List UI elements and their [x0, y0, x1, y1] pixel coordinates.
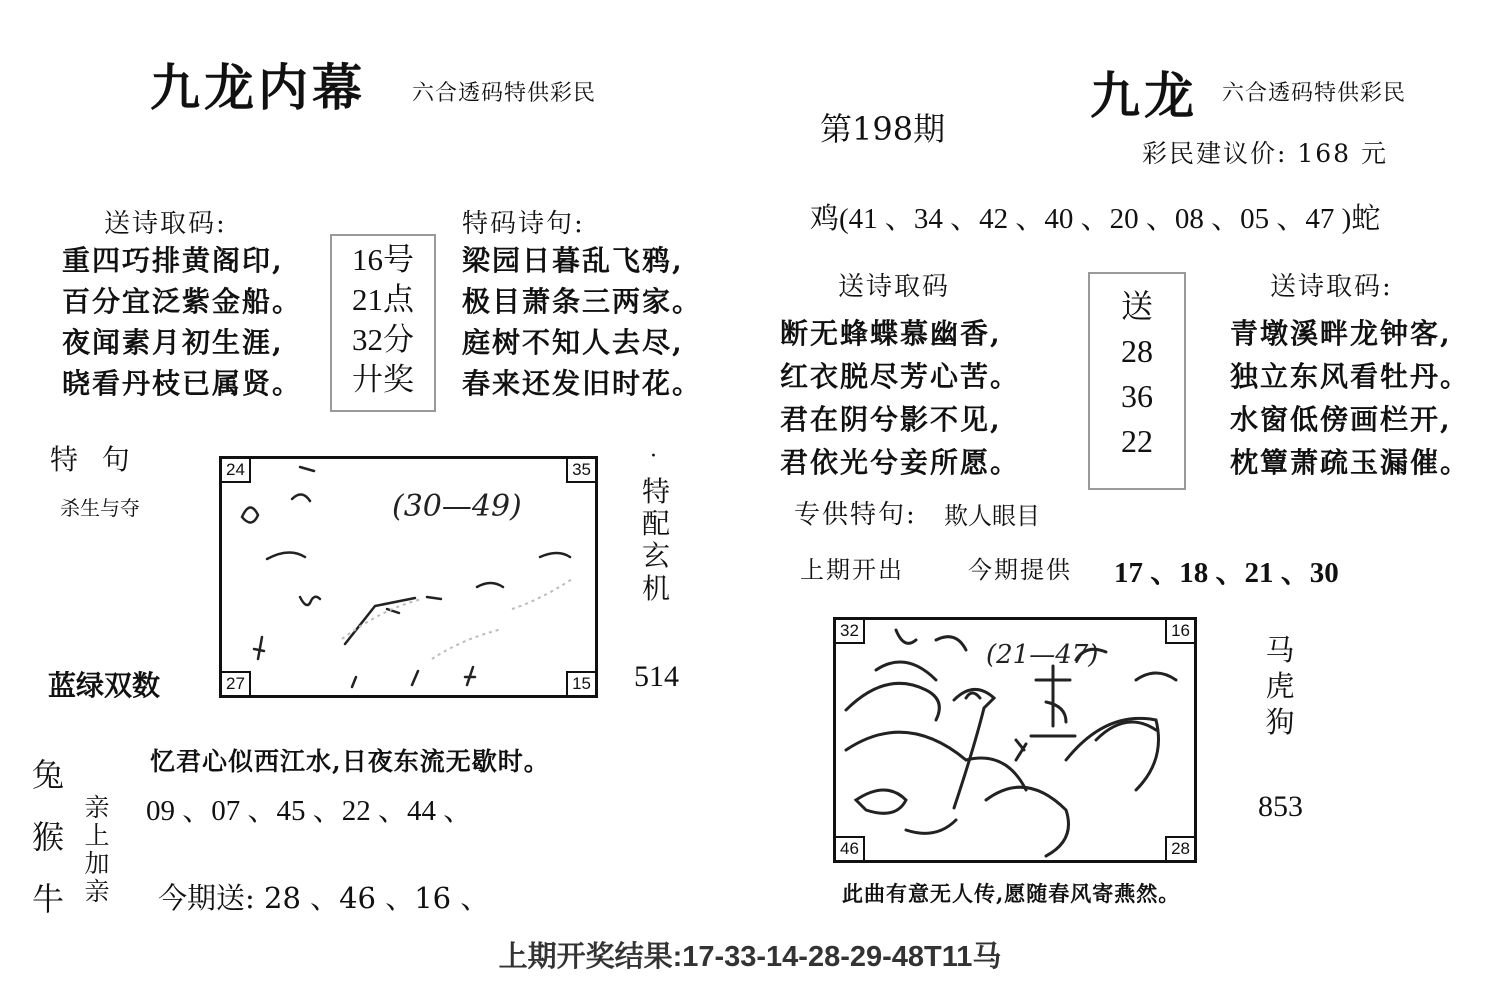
left-subtitle: 六合透码特供彩民	[412, 81, 597, 106]
left-poem-line: 重四巧排黄阁印,	[62, 244, 284, 277]
zodiac-char: 牛	[31, 880, 64, 918]
left-side-vertical	[638, 476, 674, 605]
qin-char: 亲	[84, 793, 110, 822]
tema-poem-heading: 特码诗句:	[462, 209, 585, 239]
right-poem-a-line: 断无蜂蝶慕幽香,	[780, 317, 1002, 350]
left-box-line: 廾奖	[352, 362, 414, 397]
right-side-char: 虎	[1265, 669, 1295, 703]
right-box-line: 22	[1121, 423, 1153, 459]
right-picture-note: (21—47)	[986, 640, 1099, 670]
tema-poem-line: 极目萧条三两家。	[462, 285, 703, 318]
right-corner-top-left: 32	[836, 620, 865, 644]
qin-vertical	[82, 794, 112, 906]
right-side-vertical	[1260, 632, 1300, 740]
left-poem	[62, 240, 302, 404]
right-poem-a	[780, 312, 1020, 484]
right-corner-bottom-right: 28	[1165, 836, 1194, 860]
right-poem-a-line: 君依光兮妾所愿。	[780, 446, 1021, 479]
right-side-char: 狗	[1265, 705, 1295, 739]
right-bottom-poem: 此曲有意无人传,愿随春风寄燕然。	[842, 881, 1181, 906]
zodiac-char: 兔	[31, 756, 64, 794]
provide-numbers: 17 、18 、21 、30	[1114, 557, 1339, 589]
left-side-number: 514	[634, 660, 679, 693]
right-box-line: 28	[1121, 333, 1153, 369]
right-poem-b-line: 独立东风看牡丹。	[1230, 360, 1471, 393]
side-char: 玄	[641, 539, 670, 573]
issue-number: 第198期	[820, 110, 946, 148]
teju-label: 特 句	[50, 443, 132, 476]
right-side-number: 853	[1258, 790, 1303, 823]
right-poem-a-line: 君在阴兮影不见,	[780, 403, 1002, 436]
last-issue-label: 上期开出	[800, 556, 904, 584]
teju-text: 杀生与夺	[60, 496, 140, 520]
right-poem-b-line: 水窗低傍画栏开,	[1230, 403, 1452, 436]
zodiac-numbers-line: 鸡(41 、34 、42 、40 、20 、08 、05 、47 )蛇	[810, 203, 1381, 235]
left-number-box	[330, 234, 436, 412]
left-poem-heading: 送诗取码:	[104, 209, 227, 239]
right-corner-top-right: 16	[1165, 620, 1194, 644]
left-corner-bottom-right: 15	[566, 671, 595, 695]
suggested-price: 彩民建议价: 168 元	[1142, 139, 1389, 168]
left-poem-line: 晓看丹枝已属贤。	[62, 367, 303, 400]
left-bottom-poem: 忆君心似西江水,日夜东流无歇时。	[150, 747, 550, 776]
side-char: 配	[641, 507, 670, 541]
right-subtitle: 六合透码特供彩民	[1222, 81, 1407, 106]
provide-label: 今期提供	[968, 556, 1072, 584]
right-poem-b	[1230, 312, 1470, 484]
tema-poem-line: 春来还发旧时花。	[462, 367, 703, 400]
left-send-line: 今期送: 28 、46 、16 、	[158, 881, 490, 915]
right-corner-bottom-left: 46	[836, 836, 865, 860]
left-box-line: 21点	[352, 282, 414, 317]
left-puzzle-picture	[219, 456, 598, 698]
right-poem-a-line: 红衣脱尽芳心苦。	[780, 360, 1021, 393]
special-label: 专供特句:	[794, 500, 917, 530]
zodiac-char: 猴	[31, 818, 64, 856]
left-corner-top-right: 35	[566, 459, 595, 483]
zodiac-vertical	[28, 744, 68, 930]
left-side-dot: ·	[650, 444, 657, 469]
right-puzzle-picture	[833, 617, 1197, 863]
qin-char: 亲	[84, 877, 110, 906]
special-text: 欺人眼目	[944, 502, 1040, 530]
right-number-box	[1088, 272, 1186, 490]
left-box-line: 16号	[352, 242, 414, 277]
right-title: 九龙	[1090, 66, 1198, 125]
left-poem-line: 夜闻素月初生涯,	[62, 326, 284, 359]
left-poem-line: 百分宜泛紫金船。	[62, 285, 303, 318]
tema-poem-line: 庭树不知人去尽,	[462, 326, 684, 359]
qin-char: 上	[84, 821, 110, 850]
side-char: 机	[641, 571, 670, 605]
side-char: 特	[641, 475, 670, 508]
left-picture-note: (30—49)	[392, 489, 522, 524]
right-side-char: 马	[1265, 633, 1295, 667]
tema-poem-line: 梁园日暮乱飞鸦,	[462, 244, 684, 277]
left-corner-top-left: 24	[222, 459, 251, 483]
color-text: 蓝绿双数	[48, 669, 161, 702]
right-poem-b-line: 青墩溪畔龙钟客,	[1230, 317, 1452, 350]
last-draw-result: 上期开奖结果:17-33-14-28-29-48T11马	[498, 941, 1002, 973]
left-corner-bottom-left: 27	[222, 671, 251, 695]
right-poem-heading-b: 送诗取码:	[1270, 272, 1393, 302]
left-box-line: 32分	[352, 322, 414, 357]
left-title: 九龙内幕	[150, 58, 366, 117]
left-number-line: 09 、07 、45 、22 、44 、	[146, 795, 473, 827]
right-box-line: 36	[1121, 378, 1153, 414]
right-poem-heading-a: 送诗取码	[838, 272, 951, 302]
right-box-line: 送	[1120, 288, 1153, 324]
qin-char: 加	[84, 849, 110, 878]
tema-poem	[462, 240, 702, 404]
right-poem-b-line: 枕簟萧疏玉漏催。	[1230, 446, 1471, 479]
